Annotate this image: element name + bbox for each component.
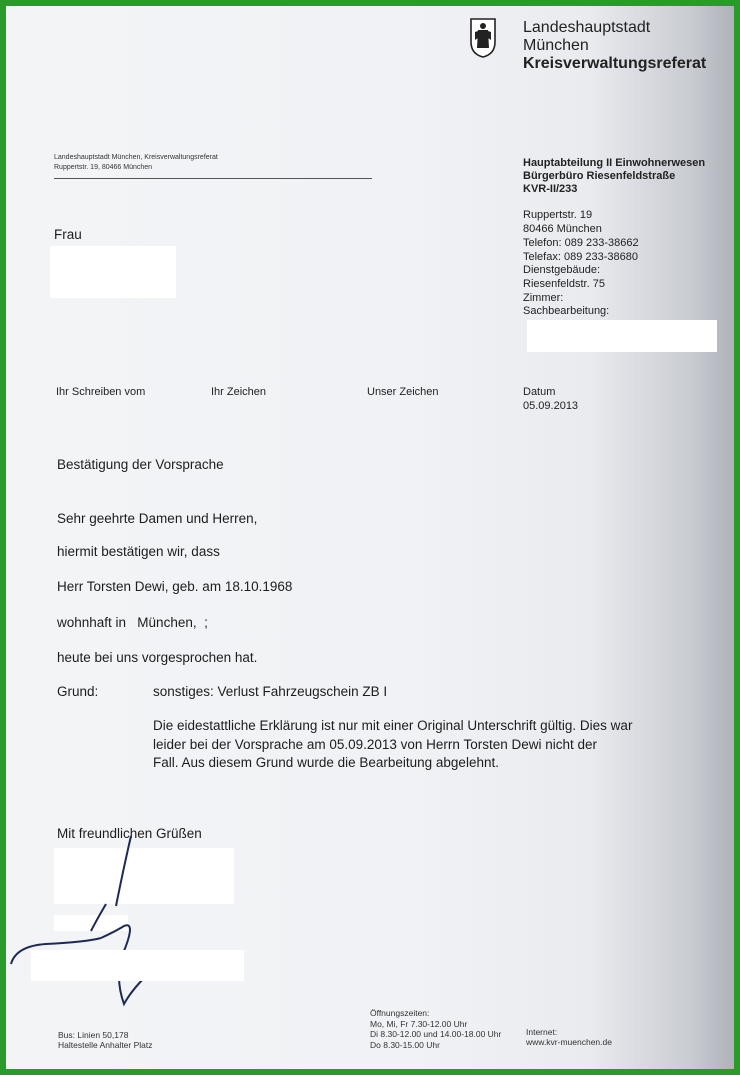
- footer-internet-label: Internet:: [526, 1027, 558, 1037]
- ref-date-label: Datum: [523, 386, 556, 398]
- footer-hours-line-1: Mo, Mi, Fr 7.30-12.00 Uhr: [370, 1019, 468, 1029]
- letter-line-2: Herr Torsten Dewi, geb. am 18.10.1968: [57, 579, 293, 594]
- contact-city: 80466 München: [523, 223, 602, 235]
- letterhead-city-name: München: [523, 37, 589, 54]
- contact-room-label: Zimmer:: [523, 292, 564, 304]
- department-line-2: Bürgerbüro Riesenfeldstraße: [523, 170, 676, 182]
- redacted-recipient-address: [50, 246, 176, 298]
- sender-divider: [54, 178, 372, 179]
- footer-hours-line-2: Di 8.30-12.00 und 14.00-18.00 Uhr: [370, 1029, 502, 1039]
- note-line-3: Fall. Aus diesem Grund wurde die Bearbeitung abgelehnt.: [153, 755, 499, 770]
- redacted-signature-block: [54, 848, 234, 904]
- department-line-1: Hauptabteilung II Einwohnerwesen: [523, 157, 706, 169]
- footer-bus-line-1: Bus: Linien 50,178: [58, 1030, 129, 1040]
- department-line-3: KVR-II/233: [523, 183, 578, 195]
- letter-line-1: hiermit bestätigen wir, dass: [57, 544, 220, 559]
- footer-bus-line-2: Haltestelle Anhalter Platz: [58, 1040, 153, 1050]
- redacted-signature-line: [54, 915, 128, 931]
- footer-internet-link[interactable]: www.kvr-muenchen.de: [526, 1037, 612, 1047]
- letter-subject: Bestätigung der Vorsprache: [57, 457, 224, 472]
- contact-phone: Telefon: 089 233-38662: [523, 237, 639, 249]
- letter-page: [6, 6, 734, 1069]
- contact-fax: Telefax: 089 233-38680: [523, 251, 638, 263]
- sender-line-2: Ruppertstr. 19, 80466 München: [54, 164, 153, 171]
- redacted-handler-name: [527, 320, 717, 352]
- reason-value: sonstiges: Verlust Fahrzeugschein ZB I: [153, 684, 388, 699]
- ref-our-reference: Unser Zeichen: [367, 386, 439, 398]
- contact-handler-label: Sachbearbeitung:: [523, 305, 610, 317]
- ref-date-value: 05.09.2013: [523, 400, 579, 412]
- ref-your-letter: Ihr Schreiben vom: [56, 386, 146, 398]
- contact-building-label: Dienstgebäude:: [523, 264, 601, 276]
- letter-line-4: heute bei uns vorgesprochen hat.: [57, 650, 258, 665]
- recipient-salutation: Frau: [54, 227, 82, 242]
- letterhead-department: Kreisverwaltungsreferat: [523, 55, 707, 72]
- footer-hours-line-3: Do 8.30-15.00 Uhr: [370, 1040, 440, 1050]
- note-line-1: Die eidestattliche Erklärung ist nur mit einer Original Unterschrift gültig. Dies war: [153, 718, 633, 733]
- letterhead-city-label: Landeshauptstadt: [523, 19, 651, 36]
- letter-closing: Mit freundlichen Grüßen: [57, 826, 202, 841]
- letter-greeting: Sehr geehrte Damen und Herren,: [57, 511, 258, 526]
- redacted-signer-name: [31, 950, 244, 981]
- munich-crest-icon: [470, 18, 496, 58]
- letter-line-3: wohnhaft in München, ;: [57, 615, 208, 630]
- reason-label: Grund:: [57, 684, 99, 699]
- footer-hours-label: Öffnungszeiten:: [370, 1008, 430, 1018]
- contact-street: Ruppertstr. 19: [523, 209, 593, 221]
- note-line-2: leider bei der Vorsprache am 05.09.2013 von Herrn Torsten Dewi nicht der: [153, 737, 597, 752]
- sender-line-1: Landeshauptstadt München, Kreisverwaltungsreferat: [54, 154, 218, 161]
- ref-your-reference: Ihr Zeichen: [211, 386, 267, 398]
- contact-building-value: Riesenfeldstr. 75: [523, 278, 605, 290]
